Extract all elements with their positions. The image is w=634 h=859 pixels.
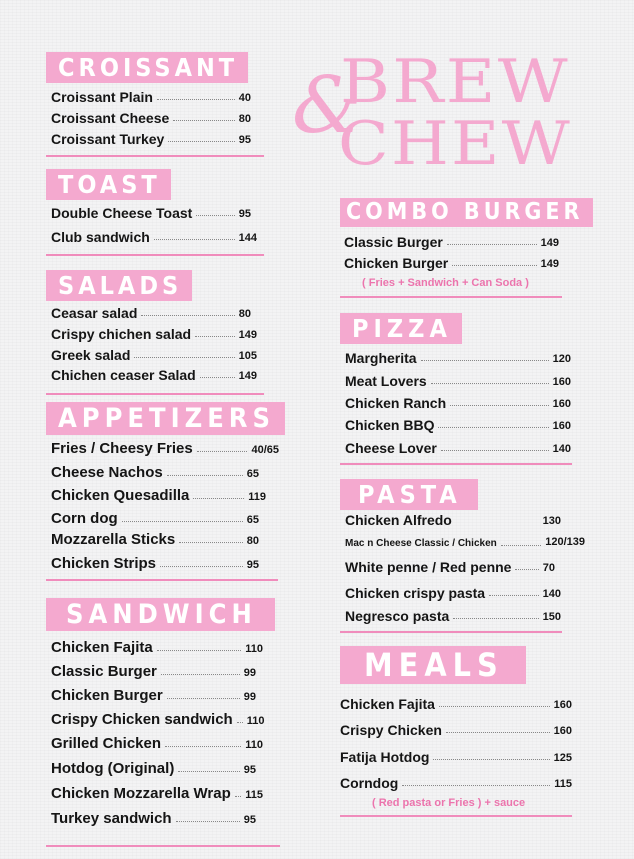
- menu-item: Meat Lovers 160: [345, 373, 571, 389]
- section-title: COMBO BURGER: [340, 198, 593, 227]
- menu-item: Double Cheese Toast 95: [51, 205, 251, 221]
- section-combo-burger: [340, 198, 593, 227]
- menu-item: Fatija Hotdog 125: [340, 749, 572, 765]
- menu-item: Fries / Cheesy Fries 40/65: [51, 440, 279, 457]
- menu-item: Crispy chichen salad 149: [51, 326, 257, 342]
- menu-item: Mac n Cheese Classic / Chicken 120/139: [345, 536, 585, 549]
- section-meals: [340, 646, 526, 684]
- menu-item: Crispy Chicken 160: [340, 722, 572, 738]
- menu-item: Croissant Turkey 95: [51, 131, 251, 147]
- menu-item: Ceasar salad 80: [51, 305, 251, 321]
- section-title: PIZZA: [340, 313, 462, 344]
- section-pasta: [340, 479, 478, 510]
- divider: [340, 631, 562, 633]
- section-croissant: [46, 52, 248, 83]
- divider: [46, 579, 278, 581]
- divider: [46, 845, 280, 847]
- menu-item: Cheese Nachos 65: [51, 464, 259, 481]
- divider: [340, 296, 562, 298]
- section-title: PASTA: [340, 479, 478, 510]
- divider: [46, 254, 264, 256]
- divider: [46, 393, 264, 395]
- menu-item: Turkey sandwich 95: [51, 810, 256, 827]
- logo-ampersand: &: [292, 61, 362, 151]
- menu-item: Croissant Plain 40: [51, 89, 251, 105]
- menu-item: Chichen ceaser Salad 149: [51, 367, 257, 383]
- menu-item: Greek salad 105: [51, 347, 257, 363]
- menu-item: Margherita 120: [345, 350, 571, 366]
- menu-item: Chicken Mozzarella Wrap 115: [51, 785, 263, 802]
- menu-item: Chicken Strips 95: [51, 555, 259, 572]
- section-title: APPETIZERS: [46, 402, 285, 435]
- menu-item: Chicken Burger 149: [344, 255, 559, 271]
- section-title: TOAST: [46, 169, 171, 200]
- menu-item: Chicken Fajita 110: [51, 639, 263, 656]
- menu-item: Croissant Cheese 80: [51, 110, 251, 126]
- section-appetizers: [46, 402, 285, 435]
- menu-item: Hotdog (Original) 95: [51, 760, 256, 777]
- menu-item: Negresco pasta 150: [345, 608, 561, 624]
- section-title: SALADS: [46, 270, 192, 301]
- menu-item: Cheese Lover 140: [345, 440, 571, 456]
- menu-item: Chicken Alfredo 130: [345, 512, 561, 528]
- menu-item: Chicken Burger 99: [51, 687, 256, 704]
- menu-item: White penne / Red penne 70: [345, 559, 555, 575]
- menu-item: Chicken Quesadilla 119: [51, 487, 266, 504]
- menu-item: Chicken Ranch 160: [345, 395, 571, 411]
- logo-brew: BREW: [340, 47, 570, 117]
- menu-item: Corndog 115: [340, 775, 572, 791]
- menu-item: Corn dog 65: [51, 510, 259, 527]
- section-title: SANDWICH: [46, 598, 275, 631]
- section-toast: [46, 169, 171, 200]
- menu-item: Classic Burger 99: [51, 663, 256, 680]
- section-title: CROISSANT: [46, 52, 248, 83]
- menu-item: Crispy Chicken sandwich 110: [51, 711, 265, 728]
- menu-item: Chicken Fajita 160: [340, 696, 572, 712]
- divider: [340, 815, 572, 817]
- section-title: MEALS: [340, 646, 526, 684]
- menu-item: Classic Burger 149: [344, 234, 559, 250]
- section-salads: [46, 270, 192, 301]
- meals-note: ( Red pasta or Fries ) + sauce: [372, 797, 526, 809]
- combo-note: ( Fries + Sandwich + Can Soda ): [362, 277, 529, 289]
- section-sandwich: [46, 598, 275, 631]
- menu-item: Club sandwich 144: [51, 229, 257, 245]
- menu-item: Chicken crispy pasta 140: [345, 585, 561, 601]
- divider: [46, 155, 264, 157]
- section-pizza: [340, 313, 462, 344]
- divider: [340, 463, 572, 465]
- logo-chew: CHEW: [338, 109, 572, 170]
- menu-item: Mozzarella Sticks 80: [51, 531, 259, 548]
- brew-chew-logo: [290, 40, 590, 170]
- menu-item: Grilled Chicken 110: [51, 735, 263, 752]
- menu-item: Chicken BBQ 160: [345, 417, 571, 433]
